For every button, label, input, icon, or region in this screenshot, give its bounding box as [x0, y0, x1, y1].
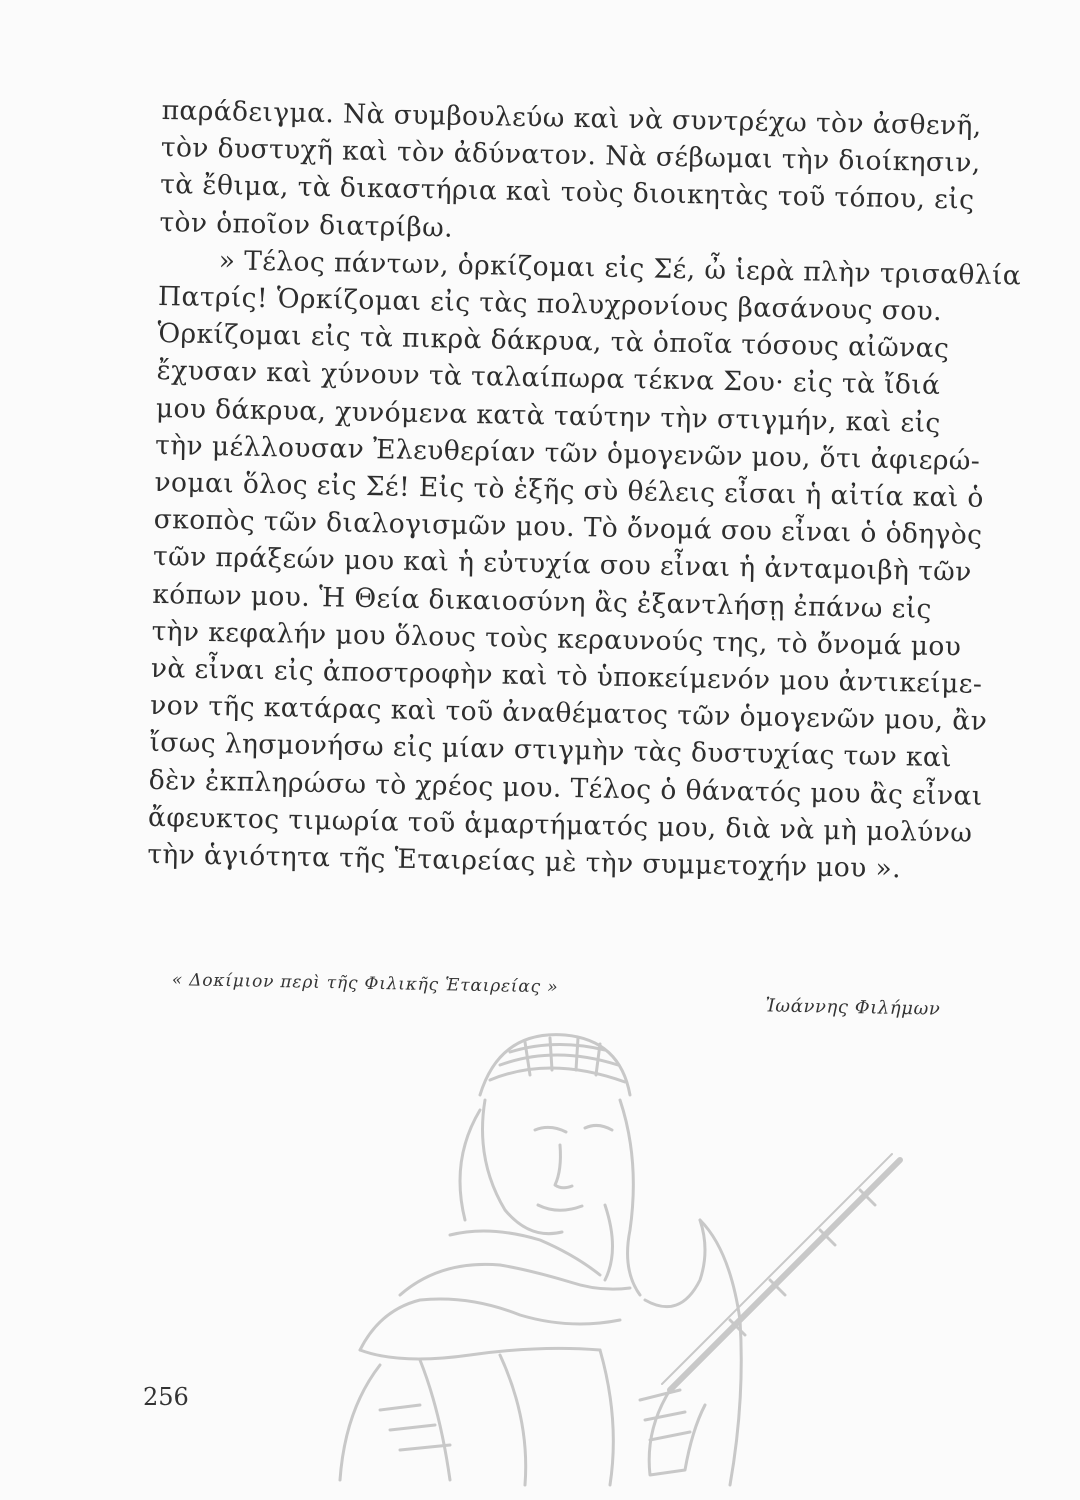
text-line: τὴν μέλλουσαν Ἐλευθερίαν τῶν ὁμογενῶν μου, ὅτι ἀφιερώ- [154, 429, 981, 477]
body-text [147, 92, 1022, 890]
text-line: νὰ εἶναι εἰς ἀποστροφὴν καὶ τὸ ὑποκείμενόν μου ἀντικείμε- [150, 652, 983, 700]
text-line: δὲν ἐκπληρώσω τὸ χρέος μου. Τέλος ὁ θάνατός μου ἂς εἶναι [148, 764, 983, 812]
text-line: παράδειγμα. Νὰ συμβουλεύω καὶ νὰ συντρέχω τὸν ἀσθενῆ, [161, 94, 982, 142]
text-line: ἔχυσαν καὶ χύνουν τὰ ταλαίπωρα τέκνα Σου· εἰς τὰ ἴδιά [156, 355, 941, 402]
text-line: τῶν πράξεών μου καὶ ἡ εὐτυχία σου εἶναι ἡ ἀνταμοιβὴ τῶν [152, 541, 972, 589]
text-line: Πατρίς! Ὁρκίζομαι εἰς τὰς πολυχρονίους βασάνους σου. [157, 280, 943, 328]
text-line: » Τέλος πάντων, ὁρκίζομαι εἰς Σέ, ὦ ἱερὰ πλὴν τρισαθλία [218, 244, 1022, 292]
text-line: ἄφευκτος τιμωρία τοῦ ἁμαρτήματός μου, διὰ νὰ μὴ μολύνω [147, 801, 973, 849]
text-line: Ὁρκίζομαι εἰς τὰ πικρὰ δάκρυα, τὰ ὁποῖα τόσους αἰῶνας [157, 318, 950, 365]
text-line: τὰ ἔθιμα, τὰ δικαστήρια καὶ τοὺς διοικητὰς τοῦ τόπου, εἰς [159, 169, 975, 217]
citation-source: « Δοκίμιον περὶ τῆς Φιλικῆς Ἑταιρείας » [171, 970, 559, 998]
text-line: τὴν κεφαλήν μου ὅλους τοὺς κεραυνούς της, τὸ ὄνομά μου [151, 615, 962, 663]
text-line: νον τῆς κατάρας καὶ τοῦ ἀναθέματος τῶν ὁμογενῶν μου, ἂν [149, 690, 988, 738]
citation [171, 970, 992, 1026]
text-line: νομαι ὅλος εἰς Σέ! Εἰς τὸ ἑξῆς σὺ θέλεις εἶσαι ἡ αἰτία καὶ ὁ [154, 466, 985, 514]
text-line: μου δάκρυα, χυνόμενα κατὰ ταύτην τὴν στιγμήν, καὶ εἰς [155, 392, 941, 439]
text-line: τὴν ἁγιότητα τῆς Ἑταιρείας μὲ τὴν συμμετοχήν μου ». [147, 838, 902, 885]
text-line: ἴσως λησμονήσω εἰς μίαν στιγμὴν τὰς δυστυχίας των καὶ [149, 727, 953, 774]
citation-author: Ἰωάννης Φιλήμων [765, 995, 941, 1020]
text-line: τὸν δυστυχῆ καὶ τὸν ἀδύνατον. Νὰ σέβωμαι τὴν διοίκησιν, [160, 132, 981, 179]
page-number: 256 [143, 1383, 189, 1411]
fighter-sketch-icon [300, 1020, 920, 1490]
text-line: τὸν ὁποῖον διατρίβω. [159, 206, 454, 244]
text-line: σκοπὸς τῶν διαλογισμῶν μου. Τὸ ὄνομά σου εἶναι ὁ ὁδηγὸς [153, 504, 983, 552]
text-line: κόπων μου. Ἡ Θεία δικαιοσύνη ἂς ἐξαντλήσῃ ἐπάνω εἰς [152, 578, 933, 625]
